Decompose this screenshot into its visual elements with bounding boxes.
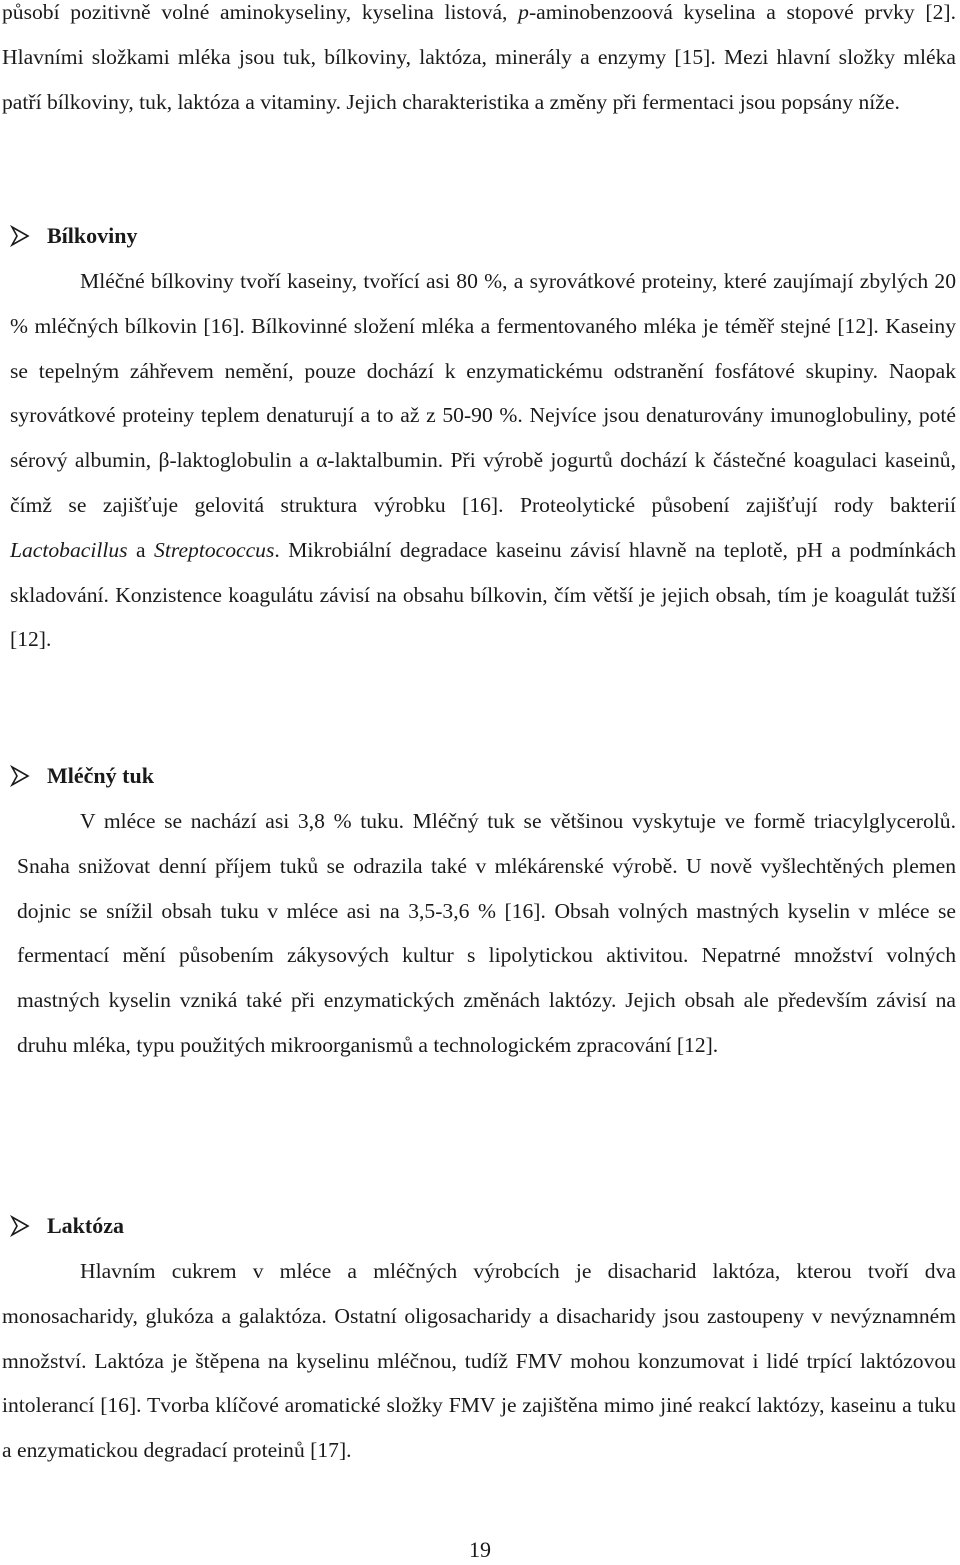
arrowhead-bullet-icon (10, 765, 30, 787)
heading-laktoza-label: Laktóza (47, 1213, 124, 1238)
intro-italic-p: p (518, 0, 529, 24)
page-number: 19 (469, 1537, 491, 1562)
intro-paragraph (2, 0, 956, 124)
fat-paragraph: V mléce se nachází asi 3,8 % tuku. Mléčný tuk se většinou vyskytuje ve formě triacylglycerolů. Snaha snižovat denní příjem tuků se odrazila také v mlékárenské výrobě. U nově vyšlechtěných plemen dojnic se snížil obsah tuku v mléce asi na 3,5-3,6 % [16]. Obsah volných mastných kyselin v mléce se fermentací mění působením zákysových kultur s lipolytickou aktivitou. Nepatrné množství volných mastných kyselin vzniká také při enzymatických změnách laktózy. Jejich obsah ale především závisí na druhu mléka, typu použitých mikroorganismů a technologickém zpracování [12]. (17, 809, 956, 1057)
heading-laktoza (10, 1211, 124, 1241)
heading-mlecny-tuk (10, 761, 154, 791)
protein-text-and: a (127, 537, 155, 562)
genus-streptococcus: Streptococcus (154, 537, 275, 562)
genus-lactobacillus: Lactobacillus (10, 537, 128, 562)
protein-text-1: Mléčné bílkoviny tvoří kaseiny, tvořící asi 80 %, a syrovátkové proteiny, které zaujímají zbylých 20 % mléčných bílkovin [16]. Bílkovinné složení mléka a fermentovaného mléka je téměř stejné [12]. Kaseiny se tepelným záhřevem nemění, pouze dochází k enzymatickému odstranění fosfátové skupiny. Naopak syrovátkové proteiny teplem denaturují a to až z 50-90 %. Nejvíce jsou denaturovány imunoglobuliny, poté sérový albumin, β-laktoglobulin a α-laktalbumin. Při výrobě jogurtů dochází k částečné koagulaci kaseinů, čímž se zajišťuje gelovitá struktura výrobku [16]. Proteolytické působení zajišťují rody bakterií (10, 269, 956, 517)
protein-text-2: . Mikrobiální degradace kaseinu závisí hlavně na teplotě, pH a podmínkách skladování. Konzistence koagulátu závisí na obsahu bílkovin, čím větší je jejich obsah, tím je koagulát tužší [12]. (10, 537, 956, 652)
heading-mlecny-tuk-label: Mléčný tuk (47, 763, 154, 788)
arrowhead-bullet-icon (10, 225, 30, 247)
heading-bilkoviny (10, 221, 137, 251)
intro-text-2: -aminobenzoová kyselina a stopové prvky [2]. Hlavními složkami mléka jsou tuk, bílkoviny, laktóza, minerály a enzymy [15]. Mezi hlavní složky mléka patří bílkoviny, tuk, laktóza a vitaminy. Jejich charakteristika a změny při fermentaci jsou popsány níže. (2, 0, 956, 114)
arrowhead-bullet-icon (10, 1215, 30, 1237)
lactose-paragraph: Hlavním cukrem v mléce a mléčných výrobcích je disacharid laktóza, kterou tvoří dva monosacharidy, glukóza a galaktóza. Ostatní oligosacharidy a disacharidy jsou zastoupeny v nevýznamném množství. Laktóza je štěpena na kyselinu mléčnou, tudíž FMV mohou konzumovat i lidé trpící laktózovou intolerancí [16]. Tvorba klíčové aromatické složky FMV je zajištěna mimo jiné reakcí laktózy, kaseinu a tuku a enzymatickou degradací proteinů [17]. (2, 1259, 956, 1463)
intro-text-1: působí pozitivně volné aminokyseliny, kyselina listová, (2, 0, 519, 24)
protein-paragraph (10, 259, 956, 662)
heading-bilkoviny-label: Bílkoviny (47, 223, 138, 248)
